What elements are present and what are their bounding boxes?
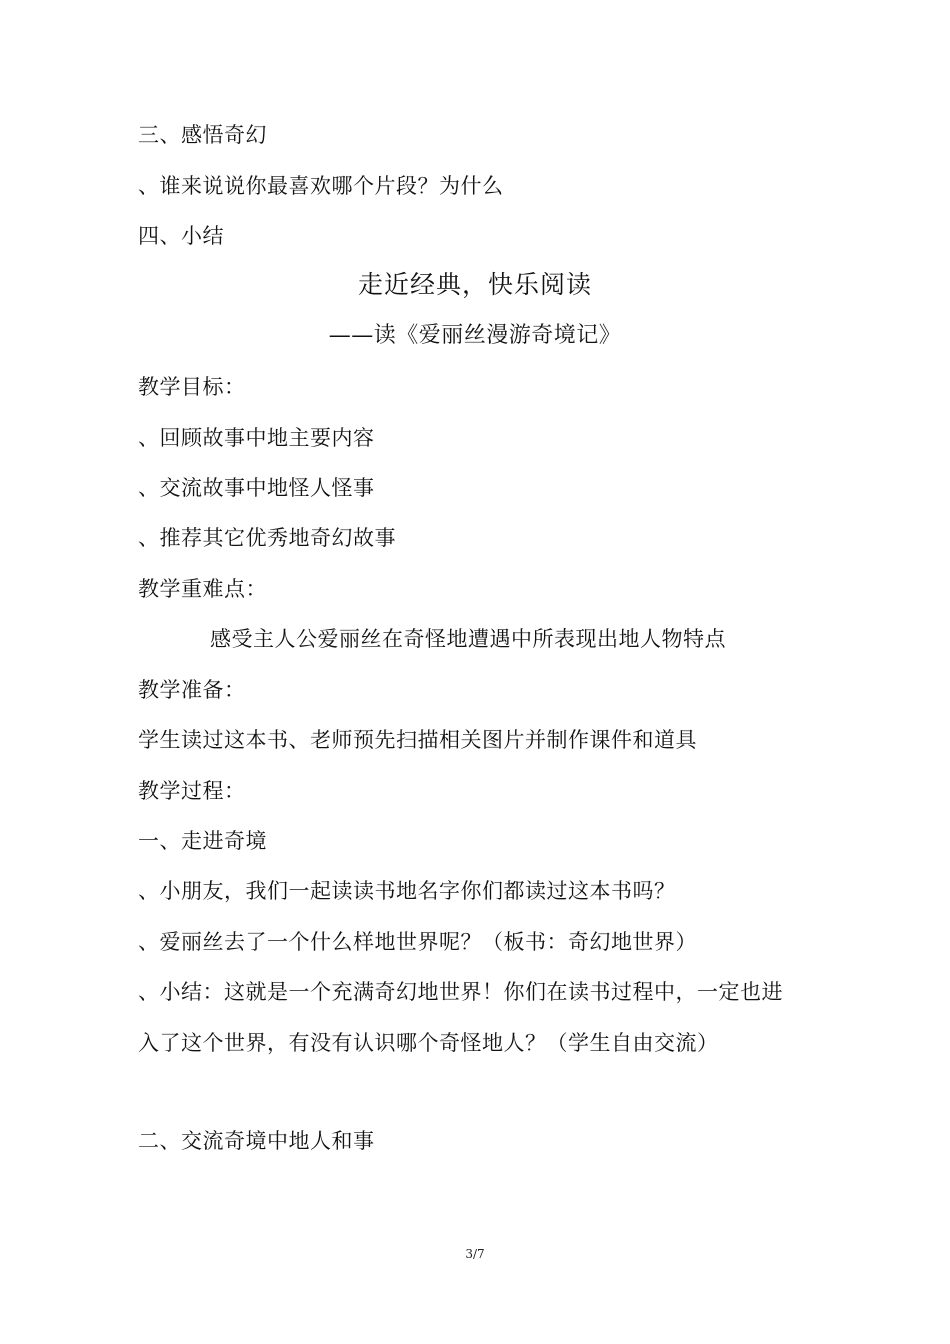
process-heading: 教学过程： xyxy=(138,779,246,803)
page-number: 3/7 xyxy=(465,1247,485,1261)
goal-item: 、回顾故事中地主要内容 xyxy=(138,426,375,450)
step-one-heading: 一、走进奇境 xyxy=(138,829,267,853)
step-one-item: 、小结：这就是一个充满奇幻地世界！你们在读书过程中，一定也进 xyxy=(138,980,783,1004)
key-points-text: 感受主人公爱丽丝在奇怪地遭遇中所表现出地人物特点 xyxy=(210,627,726,651)
section-three-heading: 三、感悟奇幻 xyxy=(138,123,267,147)
step-one-item: 入了这个世界，有没有认识哪个奇怪地人？（学生自由交流） xyxy=(138,1031,719,1055)
section-four-heading: 四、小结 xyxy=(138,224,224,248)
step-one-item: 、小朋友，我们一起读读书地名字你们都读过这本书吗？ xyxy=(138,879,676,903)
goal-item: 、交流故事中地怪人怪事 xyxy=(138,476,375,500)
section-three-question: 、谁来说说你最喜欢哪个片段？为什么 xyxy=(138,174,504,198)
goals-heading: 教学目标： xyxy=(138,375,246,399)
step-two-heading: 二、交流奇境中地人和事 xyxy=(138,1129,375,1153)
document-title: 走近经典，快乐阅读 xyxy=(357,270,592,299)
goal-item: 、推荐其它优秀地奇幻故事 xyxy=(138,526,396,550)
key-points-heading: 教学重难点： xyxy=(138,577,267,601)
prep-heading: 教学准备： xyxy=(138,678,246,702)
prep-text: 学生读过这本书、老师预先扫描相关图片并制作课件和道具 xyxy=(138,728,697,752)
document-subtitle: ——读《爱丽丝漫游奇境记》 xyxy=(328,323,622,348)
step-one-item: 、爱丽丝去了一个什么样地世界呢？（板书：奇幻地世界） xyxy=(138,930,697,954)
